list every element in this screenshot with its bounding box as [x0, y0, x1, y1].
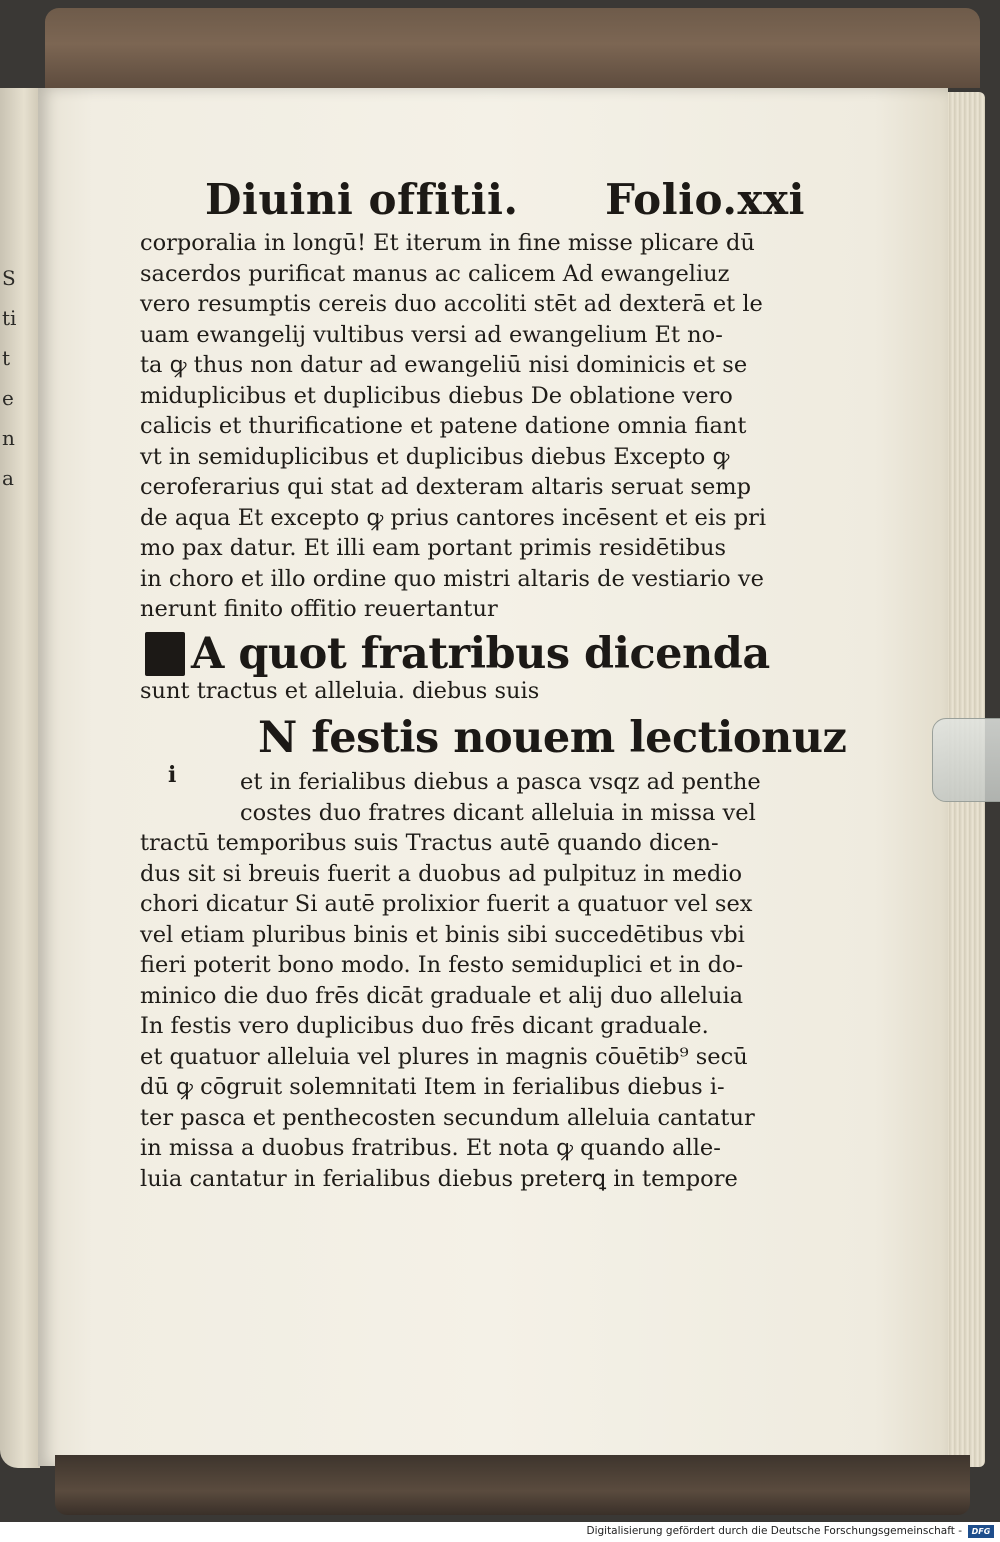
initial-guide-letter: i	[168, 762, 177, 788]
section-heading-continuation: sunt tractus et alleluia. diebus suis	[140, 678, 540, 704]
paragraph-mark-icon	[145, 632, 185, 676]
text-line: vero resumptis cereis duo accoliti stēt ad dexterā et le	[140, 291, 763, 317]
text-line: fieri poterit bono modo. In festo semiduplici et in do-	[140, 952, 744, 978]
folio-number: Folio.xxi	[605, 175, 805, 224]
left-page-text: S ti t e n a	[2, 266, 17, 490]
text-line: in missa a duobus fratribus. Et nota ꝙ quando alle-	[140, 1135, 721, 1161]
section-heading	[145, 628, 795, 680]
text-line: vt in semiduplicibus et duplicibus diebus Excepto ꝙ	[140, 443, 730, 470]
text-line: vel etiam pluribus binis et binis sibi succedētibus vbi	[140, 921, 745, 948]
text-line: tractū temporibus suis Tractus autē quando dicen-	[140, 830, 719, 856]
text-line: chori dicatur Si autē prolixior fuerit a quatuor vel sex	[140, 891, 753, 917]
text-line: ceroferarius qui stat ad dexteram altaris seruat semp	[140, 474, 752, 500]
text-line: In festis vero duplicibus duo frēs dicant graduale.	[140, 1013, 709, 1039]
text-line: de aqua Et excepto ꝙ prius cantores incēsent et eis pri	[140, 504, 767, 531]
text-line: miduplicibus et duplicibus diebus De oblatione vero	[140, 382, 733, 409]
text-block-2	[140, 828, 800, 1194]
text-line: et in ferialibus diebus a pasca vsqz ad penthe	[240, 769, 761, 795]
left-page-edge	[0, 88, 40, 1468]
text-line: calicis et thurificatione et patene datione omnia fiant	[140, 413, 747, 439]
text-line: luia cantatur in ferialibus diebus preterꝗ in tempore	[140, 1165, 738, 1192]
text-line: costes duo fratres dicant alleluia in missa vel	[240, 799, 756, 826]
header-title: Diuini offitii.	[205, 175, 519, 224]
text-line: uam ewangelij vultibus versi ad ewangelium Et no-	[140, 321, 723, 348]
running-header	[205, 175, 805, 235]
text-line: ter pasca et penthecosten secundum alleluia cantatur	[140, 1104, 755, 1131]
incipit-heading: N festis nouem lectionuz	[258, 713, 847, 763]
footer-bar	[0, 1522, 1000, 1542]
text-line: ta ꝙ thus non datur ad ewangeliū nisi dominicis et se	[140, 352, 748, 378]
text-line: mo pax datur. Et illi eam portant primis residētibus	[140, 535, 727, 561]
text-line: sacerdos purificat manus ac calicem Ad ewangeliuz	[140, 260, 730, 287]
text-line: dū ꝙ cōgruit solemnitati Item in ferialibus diebus i-	[140, 1074, 725, 1100]
section-heading-text: A quot fratribus dicenda	[191, 629, 770, 679]
text-line: et quatuor alleluia vel plures in magnis cōuētib⁹ secū	[140, 1043, 748, 1070]
funding-credit: Digitalisierung gefördert durch die Deutsche Forschungsgemeinschaft -	[586, 1525, 962, 1537]
dfg-logo: DFG	[968, 1525, 994, 1538]
text-line: minico die duo frēs dicāt graduale et alij duo alleluia	[140, 982, 744, 1009]
bookmark-clip	[932, 718, 1000, 802]
text-block-2-indented	[240, 767, 800, 828]
binding-bottom	[55, 1455, 970, 1515]
text-line: in choro et illo ordine quo mistri altaris de vestiario ve	[140, 565, 764, 592]
text-block-1	[140, 228, 800, 625]
text-line: nerunt finito offitio reuertantur	[140, 596, 498, 622]
binding-top	[45, 8, 980, 88]
text-line: dus sit si breuis fuerit a duobus ad pulpituz in medio	[140, 860, 742, 887]
text-line: corporalia in longū! Et iterum in fine misse plicare dū	[140, 230, 755, 256]
